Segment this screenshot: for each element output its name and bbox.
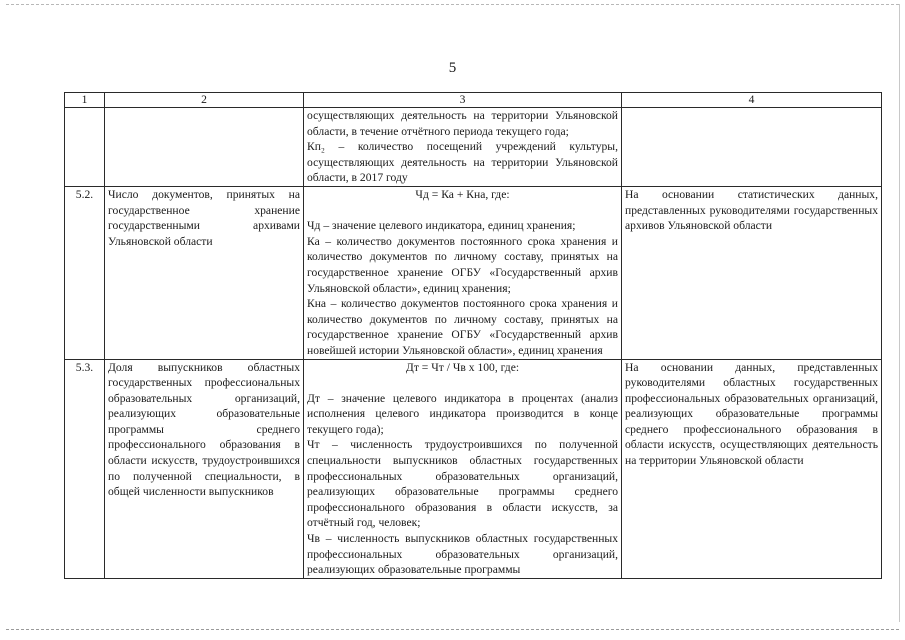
method-cell — [304, 108, 622, 187]
indicator-table — [64, 92, 882, 579]
table-row-5-3 — [65, 359, 882, 578]
source-cell — [622, 108, 882, 187]
table-row-5-2 — [65, 186, 882, 359]
scan-edge-top — [6, 4, 899, 5]
method-line: Кп₂ – количество посещений учреждений культуры, осуществляющих деятельность на территории Ульяновской области, в 2017 году — [307, 140, 618, 185]
blank-spacer — [307, 203, 618, 219]
source-cell: На основании данных, представленных руководителями областных государственных профессиональных образовательных организаций, реализующих образовательные программы среднего профессионального образования в области искусств, осуществляющих деятельность на территории Ульяновской области — [622, 359, 882, 578]
method-line: Кна – количество документов постоянного срока хранения и количество документов по личному составу, принятых на государственное хранение ОГБУ «Государственный архив новейшей истории Ульяновской области», единиц хранения — [307, 297, 618, 357]
formula-line: Дт = Чт / Чв х 100, где: — [405, 360, 520, 374]
table-row-continuation — [65, 108, 882, 187]
formula-line: Чд = Ка + Кна, где: — [415, 187, 510, 201]
column-header-4: 4 — [622, 93, 882, 108]
page-number: 5 — [448, 60, 457, 76]
method-line: Чд – значение целевого индикатора, единиц хранения; — [307, 219, 576, 233]
scan-edge-right — [899, 4, 900, 622]
method-line: Чт – численность трудоустроившихся по полученной специальности выпускников областных государственных профессиональных образовательных организаций, реализующих образовательные программы среднего профессионального образования в области искусств, за отчётный год, человек; — [307, 438, 618, 530]
method-cell — [304, 186, 622, 359]
row-number-cell: 5.2. — [65, 186, 105, 359]
method-line: Ка – количество документов постоянного срока хранения и количество документов по личному составу, принятых на государственное хранение ОГБУ «Государственный архив Ульяновской области», единиц хранения; — [307, 234, 618, 295]
blank-spacer — [307, 375, 618, 391]
scan-edge-bottom — [6, 629, 899, 630]
method-line: Дт – значение целевого индикатора в процентах (анализ исполнения целевого индикатора производится в конце текущего года); — [307, 391, 618, 436]
column-header-3: 3 — [304, 93, 622, 108]
method-line: осуществляющих деятельность на территории Ульяновской области, в течение отчётного периода текущего года; — [307, 109, 618, 138]
row-number-cell — [65, 108, 105, 187]
method-line: Чв – численность выпускников областных государственных профессиональных образовательных организаций, реализующих образовательные программы — [307, 532, 618, 577]
indicator-cell — [105, 108, 304, 187]
column-header-1: 1 — [65, 93, 105, 108]
row-number-cell: 5.3. — [65, 359, 105, 578]
source-cell: На основании статистических данных, представленных руководителями государственных архивов Ульяновской области — [622, 186, 882, 359]
method-cell — [304, 359, 622, 578]
indicator-cell: Число документов, принятых на государственное хранение государственными архивами Ульяновской области — [105, 186, 304, 359]
column-header-2: 2 — [105, 93, 304, 108]
table-header-row — [65, 93, 882, 108]
indicator-cell: Доля выпускников областных государственных профессиональных образовательных организаций, реализующих образовательные программы среднего профессионального образования в области искусств, трудоустроившихся по полученной специальности, в общей численности выпускников — [105, 359, 304, 578]
